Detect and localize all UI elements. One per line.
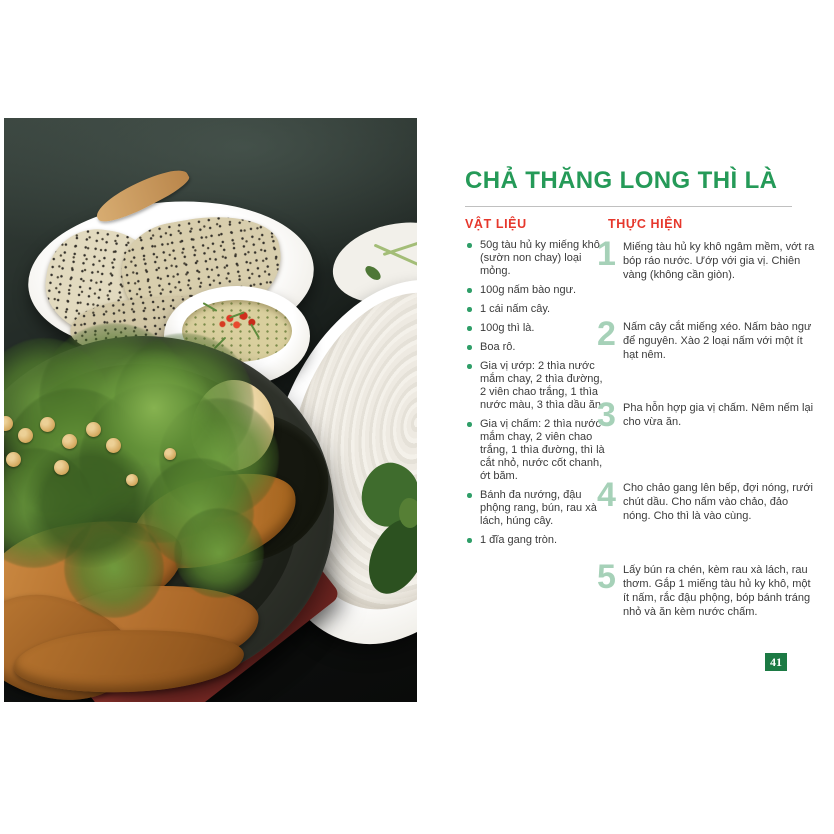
step-number: 4 xyxy=(597,476,616,514)
ingredient-item xyxy=(465,284,605,297)
step-text: Lấy bún ra chén, kèm rau xà lách, rau thơm. Gắp 1 miếng tàu hủ ky khô, một ít nấm, rắc đậu phộng, bóp bánh tráng nhỏ và ăn kèm nước chấm. xyxy=(623,564,811,618)
ingredient-text: 1 cái nấm cây. xyxy=(480,303,551,315)
title-divider xyxy=(465,206,792,207)
bullet-icon xyxy=(467,422,472,427)
bullet-icon xyxy=(467,243,472,248)
step-text: Miếng tàu hủ ky khô ngâm mềm, vớt ra bóp ráo nước. Ướp với gia vị. Chiên vàng (không cần giòn). xyxy=(623,241,815,281)
peanut xyxy=(106,438,121,453)
ingredient-text: Gia vị ướp: 2 thìa nước mắm chay, 2 thìa đường, 2 viên chao trắng, 1 thìa nước màu, 3 thìa dầu ăn. xyxy=(480,360,605,411)
recipe-step xyxy=(597,315,816,362)
peanut xyxy=(40,417,55,432)
recipe-step xyxy=(597,235,816,282)
ingredient-item xyxy=(465,303,605,316)
page-number-badge: 41 xyxy=(765,653,787,671)
ingredient-item xyxy=(465,239,605,278)
ingredient-item xyxy=(465,360,605,412)
recipe-step xyxy=(597,396,816,434)
step-number: 5 xyxy=(597,558,616,596)
ingredient-text: 50g tàu hủ ky miếng khô (sườn non chay) loại mỏng. xyxy=(480,239,600,277)
peanut xyxy=(164,448,176,460)
peanut xyxy=(18,428,33,443)
bullet-icon xyxy=(467,345,472,350)
step-number: 1 xyxy=(597,235,616,273)
ingredient-item xyxy=(465,341,605,354)
ingredient-text: 1 đĩa gang tròn. xyxy=(480,534,558,546)
peanut xyxy=(54,460,69,475)
lettuce-garnish xyxy=(399,498,417,528)
recipe-title: CHẢ THĂNG LONG THÌ LÀ xyxy=(465,167,778,194)
ingredient-item xyxy=(465,418,605,483)
peanut xyxy=(86,422,101,437)
bullet-icon xyxy=(467,493,472,498)
ingredient-item xyxy=(465,322,605,335)
peanut xyxy=(6,452,21,467)
ingredient-text: Bánh đa nướng, đậu phộng rang, bún, rau xà lách, húng cây. xyxy=(480,489,597,527)
peanut xyxy=(62,434,77,449)
step-number: 2 xyxy=(597,315,616,353)
bullet-icon xyxy=(467,288,472,293)
peanut xyxy=(126,474,138,486)
ingredients-list xyxy=(465,239,605,553)
ingredient-text: 100g thì là. xyxy=(480,322,535,334)
ingredient-item xyxy=(465,534,605,547)
recipe-step xyxy=(597,476,816,523)
recipe-step xyxy=(597,558,816,619)
ingredient-text: 100g nấm bào ngư. xyxy=(480,284,577,296)
bullet-icon xyxy=(467,307,472,312)
ingredient-text: Boa rô. xyxy=(480,341,516,353)
step-text: Pha hỗn hợp gia vị chấm. Nêm nếm lại cho vừa ăn. xyxy=(623,402,814,428)
ingredient-item xyxy=(465,489,605,528)
food-photo xyxy=(4,118,417,702)
step-number: 3 xyxy=(597,396,616,434)
bullet-icon xyxy=(467,326,472,331)
step-text: Cho chảo gang lên bếp, đợi nóng, rưới chút dầu. Cho nấm vào chảo, đảo nóng. Cho thì là vào cùng. xyxy=(623,482,813,522)
steps-header: THỰC HIỆN xyxy=(608,217,683,231)
ingredient-text: Gia vị chấm: 2 thìa nước mắm chay, 2 viên chao trắng, 1 thìa đường, thì là cắt nhỏ, nước cốt chanh, ớt băm. xyxy=(480,418,605,482)
ingredients-header: VẬT LIỆU xyxy=(465,217,527,231)
step-text: Nấm cây cắt miếng xéo. Nấm bào ngư để nguyên. Xào 2 loại nấm với một ít hạt nêm. xyxy=(623,321,812,361)
bullet-icon xyxy=(467,364,472,369)
bullet-icon xyxy=(467,538,472,543)
